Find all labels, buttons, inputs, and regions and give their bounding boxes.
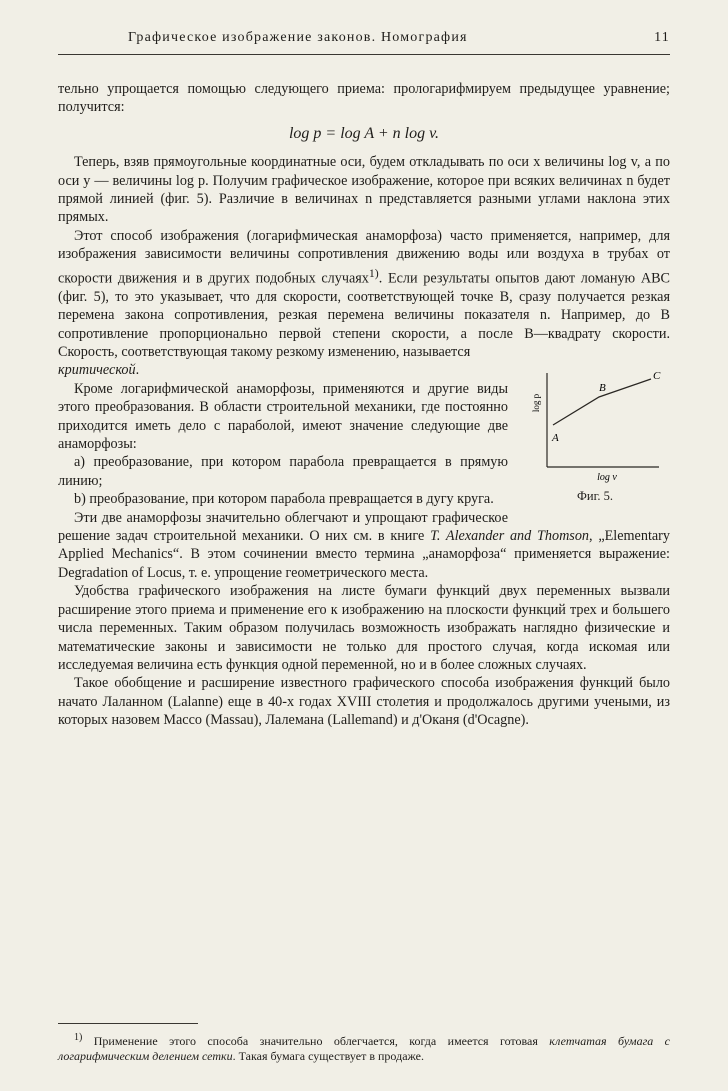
running-title: Графическое изображение законов. Номография [128,30,468,45]
critical-term: критической [58,362,136,379]
figure-5 [520,367,670,505]
paragraph-5 [58,509,670,583]
formula: log p = log A + n log v. [288,124,440,142]
list-item-a: a) преобразование, при котором парабола превращается в прямую линию; [58,454,508,489]
footnote-rule [58,1023,198,1024]
paragraph-3-text-b: . Если результаты опытов дают ломаную ABC (фиг. 5), то это указывает, что для скорости, соответствующей точке B, сразу получается резкая перемена закона сопротивления, резкая перемена величины показателя n. Например, до B сопротивление пропорционально первой степени скорости, а после B—квадрату скорости. Скорость, соответствующая такому резкому изменению, называется [58,270,670,361]
header-rule [58,54,670,55]
list-item-b: b) преобразование, при котором парабола превращается в дугу круга. [74,491,494,508]
figure-5-diagram [525,367,665,485]
footnote-italic: клетчатая бумага с логарифмическим делением сетки [58,1034,671,1063]
book-authors: T. Alexander and Thomson [430,528,590,545]
paragraph-7: Такое обобщение и расширение известного графического способа изображения функций было начато Лаланном (Lalanne) еще в 40-х годах XVIII столетия и продолжалось другими учеными, из которых назовем Массо (Massau), Лалемана (Lallemand) и д'Оканя (d'Ocagne). [58,675,670,729]
footnote-marker: 1) [74,1032,83,1043]
footnote-ref: 1) [368,265,379,280]
footnote-text-b: . Такая бумага существует в продаже. [232,1049,424,1063]
paragraph-6: Удобства графического изображения на листе бумаги функций двух переменных вызвали расширение этого приема и применение его к изображению на плоскости функций трех и большего числа переменных. Таким образом получилась возможность изображать наглядно физические и математические законы и зависимости не только для простого случая, когда искомая или исследуемая величина есть функция одной переменной, но и в более сложных случаях. [58,583,670,673]
paragraph-1: тельно упрощается помощью следующего приема: прологарифмируем предыдущее уравнение; получится: [58,81,670,116]
footnote [58,1030,670,1064]
main-text [58,80,670,730]
paragraph-3 [58,227,670,362]
paragraph-3-end: . [135,362,140,379]
x-axis-label: log v [597,472,617,484]
figure-caption: Фиг. 5. [577,489,613,504]
paragraph-5-text-b: , „Elementary Applied Mechanics“. В этом сочинении вместо термина „анаморфоза“ применяется выражение: Degradation of Locus, т. е. упрощение геометрического места. [58,528,671,581]
footnote-text-a: Применение этого способа значительно облегчается, когда имеется готовая [82,1034,550,1048]
point-label-a: A [552,432,559,445]
point-label-c: C [653,370,661,383]
paragraph-2: Теперь, взяв прямоугольные координатные оси, будем откладывать по оси x величины log v, а по оси y — величины log p. Получим графическое изображение, которое при всяких величинах n будет прямой линией (фиг. 5). Различие в величинах n представляется разными углами наклона этих прямых. [58,154,670,226]
paragraph-4: Кроме логарифмической анаморфозы, применяются и другие виды этого преобразования. В области строительной механики, где постоянно приходится иметь дело с параболой, имеют значение следующие две анаморфозы: [58,380,508,453]
point-label-b: B [599,382,606,395]
paragraph-3-text-a: Этот способ изображения (логарифмическая анаморфоза) часто применяется, например, для изображения зависимости величины сопротивления движению воды или воздуха в трубах от скорости движения и в других подобных случаях [58,227,670,287]
paragraph-5-text-a: Эти две анаморфозы значительно облегчают и упрощают графическое решение задач строительной механики. О них см. в книге [58,509,508,545]
page-number: 11 [654,30,670,45]
y-axis-label: log p [531,394,541,413]
